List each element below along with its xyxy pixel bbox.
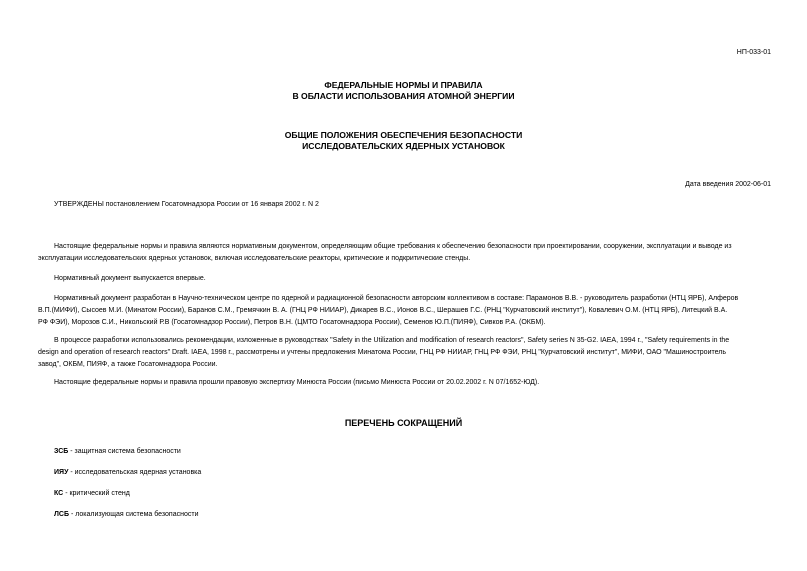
norms-title-line-1: ФЕДЕРАЛЬНЫЕ НОРМЫ И ПРАВИЛА — [324, 80, 483, 90]
norms-title-line-2: В ОБЛАСТИ ИСПОЛЬЗОВАНИЯ АТОМНОЙ ЭНЕРГИИ — [292, 91, 515, 101]
abbreviation-term: КС — [54, 490, 64, 497]
abbreviation-definition: - защитная система безопасности — [68, 448, 181, 455]
paragraph-line: завод", ОКБМ, ПИЯФ, а также Госатомнадзора России. — [38, 361, 218, 368]
abbreviation-item — [54, 469, 201, 476]
abbreviation-definition: - критический стенд — [63, 490, 130, 497]
paragraph-line: Настоящие федеральные нормы и правила являются нормативным документом, определяющим общие требования к обеспечению безопасности при проектировании, сооружении, эксплуатации и выводе из — [54, 243, 732, 250]
document-title — [0, 130, 807, 152]
paragraph-purpose — [38, 241, 770, 265]
paragraph-line: РФ ФЭИ), Морозов С.И., Никольский Р.В (Госатомнадзор России), Петров В.Н. (ЦМТО Госатомнадзора России), Семенов Ю.П.(ПИЯФ), Сивков Р.А. (ОКБМ). — [38, 319, 546, 326]
abbreviation-item — [54, 511, 198, 518]
abbreviations-heading: ПЕРЕЧЕНЬ СОКРАЩЕНИЙ — [344, 418, 463, 428]
paragraph-line: В процессе разработки использовались рекомендации, изложенные в руководствах "Safety in the Utilization and modification of research reactors", Safety series N 35-G2. IAEA, 1994 г., "Safety requirements in the — [54, 337, 730, 344]
document-title-line-1: ОБЩИЕ ПОЛОЖЕНИЯ ОБЕСПЕЧЕНИЯ БЕЗОПАСНОСТИ — [284, 130, 523, 140]
abbreviation-item — [54, 448, 181, 455]
paragraph-line: эксплуатации исследовательских ядерных установок, включая исследовательские реакторы, критические и подкритические стенды. — [38, 255, 471, 262]
abbreviation-term: ИЯУ — [54, 469, 69, 476]
paragraph-legal-review — [54, 377, 770, 389]
paragraph-first-issue — [54, 273, 770, 285]
abbreviation-term: ЗСБ — [54, 448, 69, 455]
document-title-line-2: ИССЛЕДОВАТЕЛЬСКИХ ЯДЕРНЫХ УСТАНОВОК — [302, 141, 505, 151]
paragraph-references — [38, 335, 770, 371]
introduction-date: Дата введения 2002-06-01 — [685, 181, 771, 188]
paragraph-authors — [38, 293, 770, 329]
paragraph-line: design and operation of research reactors" Draft. IAEA, 1998 г., рассмотрены и учтены предложения Минатома России, ГНЦ РФ НИИАР, ГНЦ РФ ФЭИ, РНЦ "Курчатовский институт", МИФИ, ОАО "Машиностроитель — [38, 349, 726, 356]
abbreviation-definition: - исследовательская ядерная установка — [68, 469, 202, 476]
norms-title — [0, 80, 807, 102]
abbreviation-definition: - локализующая система безопасности — [69, 511, 199, 518]
paragraph-line: Нормативный документ выпускается впервые. — [54, 275, 206, 282]
paragraph-line: Нормативный документ разработан в Научно-техническом центре по ядерной и радиационной безопасности авторским коллективом в составе: Парамонов В.В. - руководитель разработки (НТЦ ЯРБ), Алферов — [54, 295, 739, 302]
paragraph-line: В.П.(МИФИ), Сысоев М.И. (Минатом России), Баранов С.М., Гремячкин В. А. (ГНЦ РФ НИИАР), Дикарев В.С., Ионов В.С., Шерашев Г.С. (РНЦ "Курчатовский институт"), Ковалевич О.М. (НТЦ ЯРБ), Литецкий В.А. — [38, 307, 728, 314]
document-code: НП-033-01 — [736, 49, 771, 56]
abbreviation-term: ЛСБ — [54, 511, 69, 518]
abbreviation-item — [54, 490, 130, 497]
approval-statement: УТВЕРЖДЕНЫ постановлением Госатомнадзора России от 16 января 2002 г. N 2 — [54, 201, 319, 208]
paragraph-line: Настоящие федеральные нормы и правила прошли правовую экспертизу Минюста России (письмо Минюста России от 20.02.2002 г. N 07/1652-ЮД). — [54, 379, 540, 386]
